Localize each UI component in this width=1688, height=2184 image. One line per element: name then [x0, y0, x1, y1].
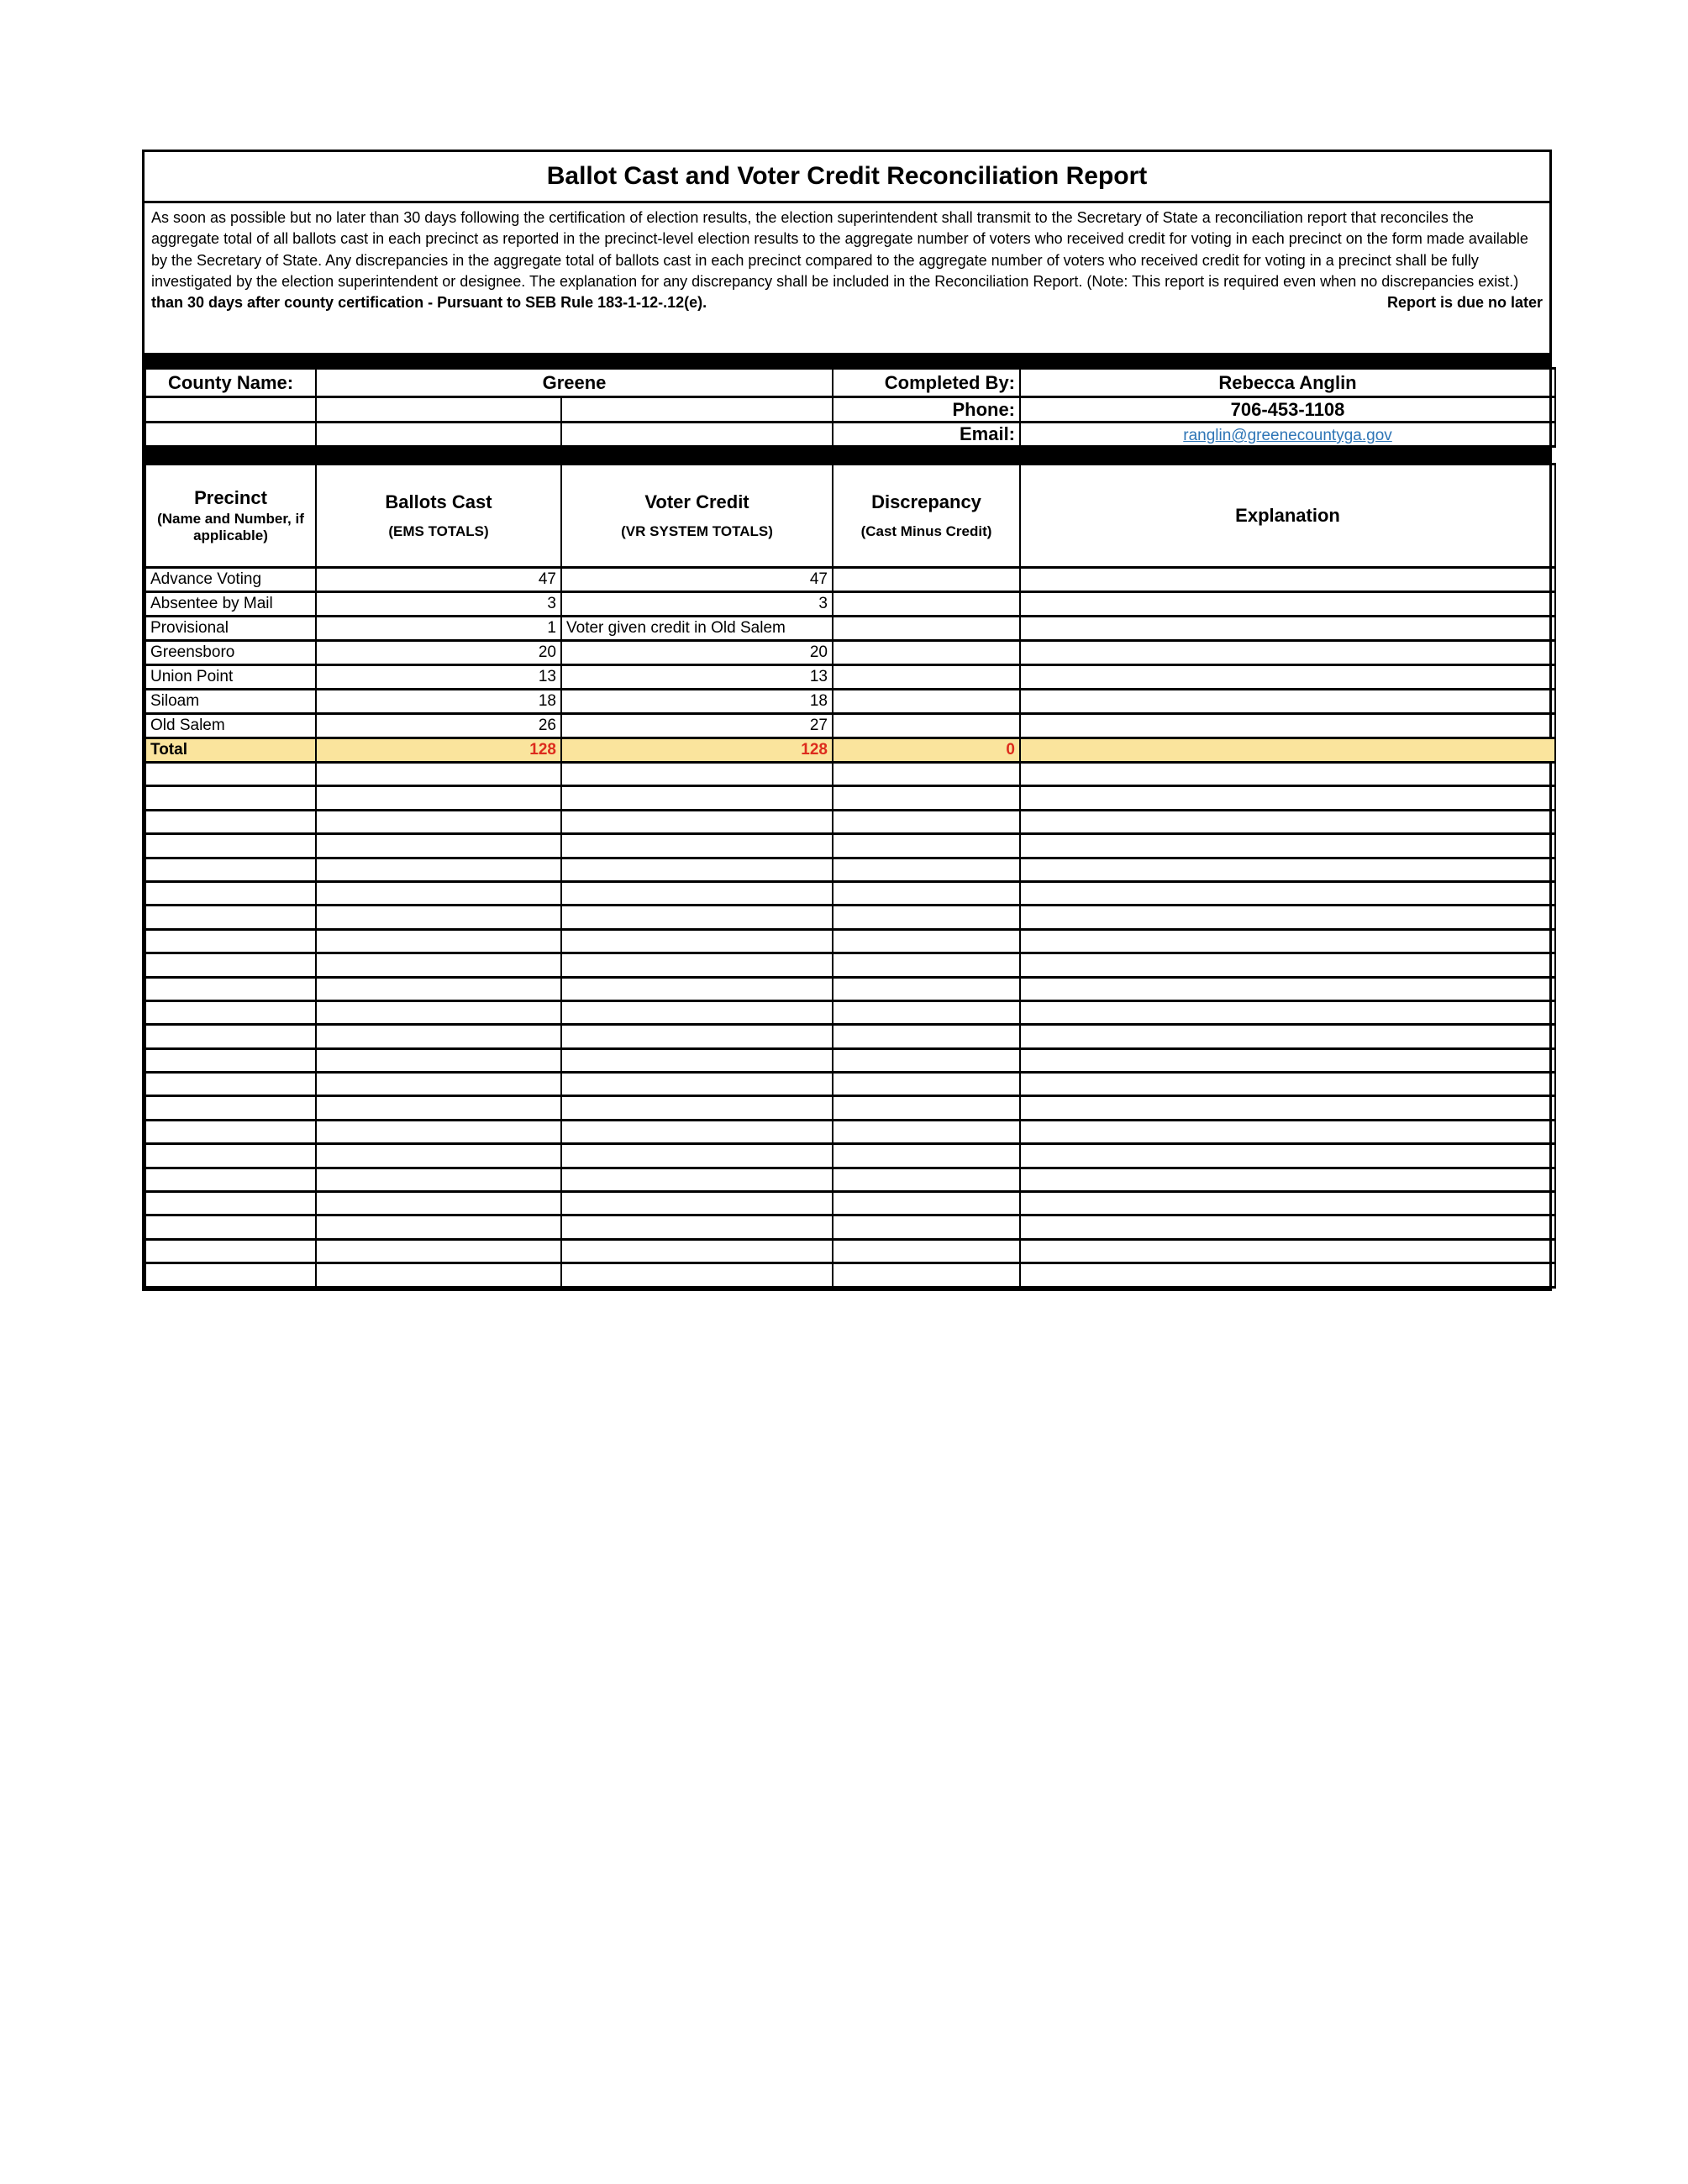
empty-cell: [833, 1096, 1020, 1120]
empty-table-row: [145, 1215, 1555, 1239]
empty-table-row: [145, 1192, 1555, 1215]
table-row: [145, 592, 1555, 617]
intro-due-rest: than 30 days after county certification - Pursuant to SEB Rule 183-1-12-.12(e).: [151, 294, 707, 312]
blank-cell: [561, 397, 833, 423]
empty-cell: [833, 763, 1020, 786]
empty-cell: [145, 834, 316, 858]
credit-cell: 3: [561, 592, 833, 617]
explanation-cell: [1020, 690, 1555, 714]
precinct-header: [145, 465, 316, 568]
empty-cell: [561, 834, 833, 858]
blank-cell: [316, 397, 561, 423]
empty-cell: [561, 1192, 833, 1215]
empty-cell: [316, 1168, 561, 1191]
total-explanation-cell: [1020, 738, 1555, 763]
empty-cell: [561, 1025, 833, 1048]
discrepancy-cell: [833, 617, 1020, 641]
precinct-cell: Union Point: [145, 665, 316, 690]
table-row: [145, 690, 1555, 714]
empty-table-row: [145, 1000, 1555, 1024]
empty-cell: [561, 810, 833, 833]
empty-table-row: [145, 1263, 1555, 1287]
ballots-cell: 47: [316, 568, 561, 592]
empty-cell: [833, 929, 1020, 953]
empty-cell: [1020, 834, 1555, 858]
empty-cell: [316, 977, 561, 1000]
ballots-cell: 1: [316, 617, 561, 641]
empty-cell: [145, 881, 316, 905]
empty-cell: [1020, 1025, 1555, 1048]
empty-cell: [145, 929, 316, 953]
empty-cell: [316, 881, 561, 905]
discrepancy-cell: [833, 690, 1020, 714]
empty-cell: [1020, 929, 1555, 953]
empty-cell: [316, 858, 561, 881]
ballots-cell: 13: [316, 665, 561, 690]
empty-cell: [833, 858, 1020, 881]
blank-cell: [316, 423, 561, 447]
empty-cell: [316, 1239, 561, 1263]
phone-label: Phone:: [833, 397, 1020, 423]
empty-cell: [833, 1073, 1020, 1096]
empty-cell: [1020, 977, 1555, 1000]
empty-cell: [561, 786, 833, 810]
empty-table-row: [145, 1144, 1555, 1168]
credit-cell: 20: [561, 641, 833, 665]
empty-cell: [833, 1192, 1020, 1215]
empty-cell: [145, 763, 316, 786]
empty-cell: [316, 1144, 561, 1168]
intro-body: As soon as possible but no later than 30 days following the certification of election results, the election superintendent shall transmit to the Secretary of State a reconciliation report that reconciles the aggregate total of all ballots cast in each precinct as reported in the precinct-level election results to the aggregate number of voters who received credit for voting in each precinct on the form made available by the Secretary of State. Any discrepancies in the aggregate total of ballots cast in each precinct compared to the aggregate number of voters who received credit for voting in a precinct shall be fully investigated by the election superintendent or designee. The explanation for any discrepancy shall be included in the Reconciliation Report. (Note: This report is required even when no discrepancies exist.): [151, 209, 1528, 290]
empty-cell: [561, 1263, 833, 1287]
empty-cell: [316, 1000, 561, 1024]
empty-cell: [145, 1025, 316, 1048]
blank-cell: [145, 397, 316, 423]
info-row-county: [145, 369, 1555, 397]
empty-cell: [1020, 858, 1555, 881]
credit-cell: 13: [561, 665, 833, 690]
ballots-cell: 26: [316, 714, 561, 738]
info-row-phone: [145, 397, 1555, 423]
empty-cell: [561, 1239, 833, 1263]
total-credit-cell: 128: [561, 738, 833, 763]
empty-cell: [833, 810, 1020, 833]
empty-cell: [316, 763, 561, 786]
empty-rows: [145, 763, 1555, 1288]
empty-cell: [833, 977, 1020, 1000]
explanation-cell: [1020, 641, 1555, 665]
empty-cell: [833, 1048, 1020, 1072]
empty-table-row: [145, 786, 1555, 810]
empty-cell: [561, 1215, 833, 1239]
discrepancy-cell: [833, 641, 1020, 665]
empty-table-row: [145, 834, 1555, 858]
empty-cell: [145, 1192, 316, 1215]
empty-table-row: [145, 929, 1555, 953]
empty-cell: [145, 977, 316, 1000]
empty-cell: [316, 1073, 561, 1096]
intro-text: [145, 203, 1549, 353]
empty-cell: [316, 1025, 561, 1048]
ballots-cast-header-sub: (EMS TOTALS): [388, 523, 489, 539]
info-table: [145, 367, 1556, 448]
empty-cell: [561, 906, 833, 929]
empty-cell: [145, 1120, 316, 1143]
voter-credit-header-sub: (VR SYSTEM TOTALS): [621, 523, 773, 539]
empty-cell: [833, 1025, 1020, 1048]
empty-cell: [1020, 810, 1555, 833]
empty-cell: [316, 929, 561, 953]
empty-cell: [1020, 881, 1555, 905]
ballots-cast-header-label: Ballots Cast: [385, 491, 492, 512]
empty-cell: [316, 1192, 561, 1215]
empty-table-row: [145, 763, 1555, 786]
empty-cell: [561, 929, 833, 953]
empty-cell: [833, 786, 1020, 810]
table-row: [145, 641, 1555, 665]
explanation-cell: [1020, 617, 1555, 641]
empty-cell: [1020, 1263, 1555, 1287]
empty-cell: [145, 858, 316, 881]
divider-bar-bottom: [145, 448, 1549, 463]
empty-cell: [145, 1239, 316, 1263]
reconciliation-table: [145, 463, 1556, 1289]
explanation-header-label: Explanation: [1235, 505, 1340, 526]
empty-cell: [145, 1263, 316, 1287]
explanation-cell: [1020, 568, 1555, 592]
empty-cell: [561, 763, 833, 786]
table-row: [145, 568, 1555, 592]
empty-cell: [561, 858, 833, 881]
discrepancy-cell: [833, 665, 1020, 690]
county-name-value: Greene: [316, 369, 833, 397]
blank-cell: [145, 423, 316, 447]
ballots-cell: 18: [316, 690, 561, 714]
voter-credit-header-label: Voter Credit: [644, 491, 749, 512]
explanation-cell: [1020, 592, 1555, 617]
county-name-label: County Name:: [145, 369, 316, 397]
empty-cell: [561, 881, 833, 905]
empty-cell: [316, 953, 561, 977]
empty-table-row: [145, 953, 1555, 977]
empty-table-row: [145, 1168, 1555, 1191]
empty-cell: [561, 1144, 833, 1168]
table-row: [145, 665, 1555, 690]
discrepancy-cell: [833, 714, 1020, 738]
ballots-cast-header: [316, 465, 561, 568]
precinct-header-label: Precinct: [194, 487, 267, 508]
total-ballots-cell: 128: [316, 738, 561, 763]
empty-cell: [561, 953, 833, 977]
precinct-cell: Advance Voting: [145, 568, 316, 592]
empty-table-row: [145, 1073, 1555, 1096]
report-title: Ballot Cast and Voter Credit Reconciliation Report: [546, 162, 1148, 190]
empty-cell: [145, 953, 316, 977]
credit-cell: 18: [561, 690, 833, 714]
precinct-cell: Old Salem: [145, 714, 316, 738]
empty-cell: [833, 1144, 1020, 1168]
empty-cell: [316, 1120, 561, 1143]
phone-value: 706-453-1108: [1020, 397, 1555, 423]
empty-cell: [316, 810, 561, 833]
empty-cell: [833, 881, 1020, 905]
credit-cell: 27: [561, 714, 833, 738]
precinct-cell: Greensboro: [145, 641, 316, 665]
empty-cell: [833, 1239, 1020, 1263]
ballots-cell: 3: [316, 592, 561, 617]
table-row: [145, 617, 1555, 641]
empty-cell: [316, 1215, 561, 1239]
discrepancy-header-sub: (Cast Minus Credit): [860, 523, 992, 539]
empty-cell: [145, 1048, 316, 1072]
empty-table-row: [145, 906, 1555, 929]
completed-by-value: Rebecca Anglin: [1020, 369, 1555, 397]
empty-cell: [833, 953, 1020, 977]
empty-cell: [145, 1144, 316, 1168]
empty-table-row: [145, 881, 1555, 905]
empty-cell: [561, 1168, 833, 1191]
empty-cell: [561, 977, 833, 1000]
empty-cell: [833, 834, 1020, 858]
empty-cell: [1020, 763, 1555, 786]
empty-table-row: [145, 1096, 1555, 1120]
empty-cell: [833, 1215, 1020, 1239]
discrepancy-header-label: Discrepancy: [871, 491, 981, 512]
email-label: Email:: [833, 423, 1020, 447]
empty-cell: [561, 1000, 833, 1024]
empty-cell: [561, 1073, 833, 1096]
table-header-row: [145, 465, 1555, 568]
credit-cell: Voter given credit in Old Salem: [561, 617, 833, 641]
discrepancy-cell: [833, 568, 1020, 592]
empty-table-row: [145, 977, 1555, 1000]
empty-cell: [1020, 1048, 1555, 1072]
voter-credit-header: [561, 465, 833, 568]
completed-by-label: Completed By:: [833, 369, 1020, 397]
explanation-cell: [1020, 665, 1555, 690]
divider-bar-top: [145, 353, 1549, 367]
empty-table-row: [145, 1025, 1555, 1048]
total-row: [145, 738, 1555, 763]
total-discrepancy-cell: 0: [833, 738, 1020, 763]
empty-cell: [316, 786, 561, 810]
empty-cell: [1020, 1215, 1555, 1239]
discrepancy-cell: [833, 592, 1020, 617]
empty-cell: [316, 1096, 561, 1120]
empty-cell: [833, 1168, 1020, 1191]
blank-cell: [561, 423, 833, 447]
intro-due-right: Report is due no later: [1386, 294, 1543, 312]
email-link[interactable]: ranglin@greenecountyga.gov: [1183, 427, 1392, 444]
empty-cell: [145, 1000, 316, 1024]
empty-cell: [316, 906, 561, 929]
empty-cell: [833, 1120, 1020, 1143]
empty-cell: [316, 1263, 561, 1287]
explanation-header: [1020, 465, 1555, 568]
empty-cell: [1020, 1000, 1555, 1024]
empty-cell: [1020, 1073, 1555, 1096]
empty-cell: [561, 1048, 833, 1072]
empty-cell: [1020, 906, 1555, 929]
explanation-cell: [1020, 714, 1555, 738]
empty-cell: [145, 810, 316, 833]
empty-cell: [833, 906, 1020, 929]
empty-table-row: [145, 1239, 1555, 1263]
empty-cell: [316, 834, 561, 858]
empty-cell: [1020, 953, 1555, 977]
empty-cell: [1020, 1120, 1555, 1143]
ballots-cell: 20: [316, 641, 561, 665]
empty-table-row: [145, 810, 1555, 833]
empty-table-row: [145, 1048, 1555, 1072]
empty-cell: [1020, 1192, 1555, 1215]
empty-cell: [145, 1168, 316, 1191]
table-row: [145, 714, 1555, 738]
total-label-cell: Total: [145, 738, 316, 763]
empty-cell: [1020, 1239, 1555, 1263]
empty-cell: [833, 1000, 1020, 1024]
credit-cell: 47: [561, 568, 833, 592]
empty-cell: [1020, 1096, 1555, 1120]
report-title-box: [145, 152, 1549, 203]
empty-cell: [145, 1096, 316, 1120]
empty-cell: [833, 1263, 1020, 1287]
info-row-email: [145, 423, 1555, 447]
empty-cell: [561, 1096, 833, 1120]
precinct-cell: Provisional: [145, 617, 316, 641]
discrepancy-header: [833, 465, 1020, 568]
empty-cell: [145, 1073, 316, 1096]
precinct-header-sub: (Name and Number, if applicable): [157, 511, 304, 543]
empty-table-row: [145, 1120, 1555, 1143]
precinct-cell: Absentee by Mail: [145, 592, 316, 617]
empty-cell: [145, 786, 316, 810]
empty-cell: [145, 1215, 316, 1239]
empty-cell: [1020, 1144, 1555, 1168]
empty-cell: [561, 1120, 833, 1143]
reconciliation-report: [142, 150, 1552, 1291]
empty-table-row: [145, 858, 1555, 881]
empty-cell: [145, 906, 316, 929]
empty-cell: [1020, 1168, 1555, 1191]
precinct-cell: Siloam: [145, 690, 316, 714]
empty-cell: [316, 1048, 561, 1072]
empty-cell: [1020, 786, 1555, 810]
